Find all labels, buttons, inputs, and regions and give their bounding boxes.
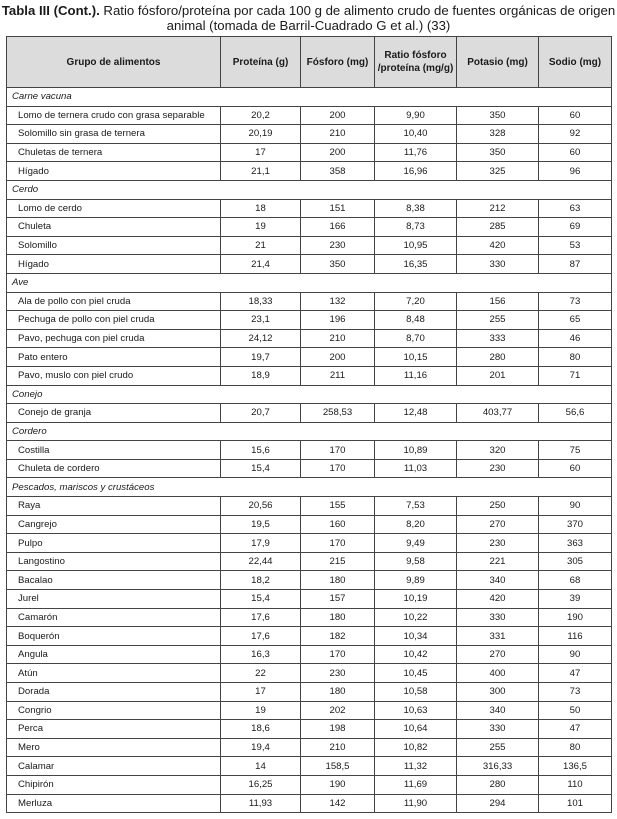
protein-value: 20,2 [221, 106, 301, 125]
table-row [7, 236, 612, 255]
table-row [7, 683, 612, 702]
ratio-value: 11,90 [375, 794, 457, 813]
phosphorus-value: 210 [301, 329, 375, 348]
table-row [7, 292, 612, 311]
sodium-value: 47 [539, 720, 612, 739]
food-name: Calamar [7, 757, 221, 776]
group-row [7, 385, 612, 404]
food-name: Perca [7, 720, 221, 739]
group-label: Carne vacuna [7, 88, 612, 107]
table-row [7, 218, 612, 237]
group-row [7, 88, 612, 107]
table-row [7, 348, 612, 367]
caption-text: Ratio fósforo/proteína por cada 100 g de alimento crudo de fuentes orgánicas de origen animal (tomada de Barril-Cuadrado G et al.) (33) [99, 3, 616, 33]
phosphorus-value: 215 [301, 552, 375, 571]
sodium-value: 87 [539, 255, 612, 274]
ratio-value: 9,58 [375, 552, 457, 571]
ratio-value: 8,20 [375, 515, 457, 534]
phosphorus-value: 180 [301, 608, 375, 627]
sodium-value: 69 [539, 218, 612, 237]
group-label: Conejo [7, 385, 612, 404]
food-name: Mero [7, 738, 221, 757]
ratio-value: 10,45 [375, 664, 457, 683]
phosphorus-value: 190 [301, 775, 375, 794]
phosphorus-value: 170 [301, 441, 375, 460]
group-label: Cerdo [7, 180, 612, 199]
ratio-value: 11,16 [375, 366, 457, 385]
protein-value: 21,1 [221, 162, 301, 181]
protein-value: 15,6 [221, 441, 301, 460]
potassium-value: 331 [457, 627, 539, 646]
table-row [7, 627, 612, 646]
potassium-value: 255 [457, 738, 539, 757]
phosphorus-value: 170 [301, 459, 375, 478]
phosphorus-value: 157 [301, 590, 375, 609]
sodium-value: 363 [539, 534, 612, 553]
protein-value: 19,5 [221, 515, 301, 534]
potassium-value: 420 [457, 590, 539, 609]
table-row [7, 515, 612, 534]
food-name: Merluza [7, 794, 221, 813]
table-row [7, 199, 612, 218]
phosphorus-value: 258,53 [301, 404, 375, 423]
ratio-value: 11,03 [375, 459, 457, 478]
phosphorus-value: 350 [301, 255, 375, 274]
group-row [7, 273, 612, 292]
protein-value: 15,4 [221, 459, 301, 478]
food-name: Bacalao [7, 571, 221, 590]
phosphorus-value: 210 [301, 738, 375, 757]
sodium-value: 63 [539, 199, 612, 218]
protein-value: 21 [221, 236, 301, 255]
sodium-value: 73 [539, 292, 612, 311]
protein-value: 23,1 [221, 311, 301, 330]
ratio-value: 11,69 [375, 775, 457, 794]
phosphorus-value: 180 [301, 683, 375, 702]
ratio-value: 7,20 [375, 292, 457, 311]
protein-value: 16,3 [221, 645, 301, 664]
ratio-value: 10,42 [375, 645, 457, 664]
protein-value: 17,9 [221, 534, 301, 553]
protein-value: 18,2 [221, 571, 301, 590]
protein-value: 19 [221, 701, 301, 720]
sodium-value: 56,6 [539, 404, 612, 423]
sodium-value: 65 [539, 311, 612, 330]
potassium-value: 270 [457, 515, 539, 534]
phosphorus-value: 180 [301, 571, 375, 590]
protein-value: 15,4 [221, 590, 301, 609]
ratio-value: 12,48 [375, 404, 457, 423]
phosphorus-value: 151 [301, 199, 375, 218]
food-name: Solomillo sin grasa de ternera [7, 125, 221, 144]
potassium-value: 316,33 [457, 757, 539, 776]
ratio-value: 10,64 [375, 720, 457, 739]
potassium-value: 230 [457, 534, 539, 553]
food-name: Hígado [7, 255, 221, 274]
potassium-value: 330 [457, 255, 539, 274]
phosphorus-value: 230 [301, 664, 375, 683]
potassium-value: 340 [457, 701, 539, 720]
potassium-value: 300 [457, 683, 539, 702]
potassium-value: 420 [457, 236, 539, 255]
phosphorus-value: 160 [301, 515, 375, 534]
food-name: Boquerón [7, 627, 221, 646]
food-name: Pavo, muslo con piel crudo [7, 366, 221, 385]
ratio-value: 10,58 [375, 683, 457, 702]
food-name: Cangrejo [7, 515, 221, 534]
food-name: Chipirón [7, 775, 221, 794]
protein-value: 14 [221, 757, 301, 776]
food-name: Chuleta [7, 218, 221, 237]
sodium-value: 90 [539, 497, 612, 516]
ratio-value: 9,49 [375, 534, 457, 553]
food-name: Camarón [7, 608, 221, 627]
potassium-value: 280 [457, 348, 539, 367]
ratio-value: 7,53 [375, 497, 457, 516]
table-row [7, 571, 612, 590]
sodium-value: 60 [539, 143, 612, 162]
sodium-value: 39 [539, 590, 612, 609]
table-row [7, 720, 612, 739]
protein-value: 22 [221, 664, 301, 683]
protein-value: 18,33 [221, 292, 301, 311]
sodium-value: 80 [539, 738, 612, 757]
ratio-value: 8,70 [375, 329, 457, 348]
food-name: Pato entero [7, 348, 221, 367]
ratio-value: 10,89 [375, 441, 457, 460]
table-row [7, 311, 612, 330]
phosphorus-value: 358 [301, 162, 375, 181]
potassium-value: 280 [457, 775, 539, 794]
table-row [7, 162, 612, 181]
table-row [7, 497, 612, 516]
group-label: Ave [7, 273, 612, 292]
potassium-value: 294 [457, 794, 539, 813]
phosphorus-value: 170 [301, 645, 375, 664]
ratio-value: 8,48 [375, 311, 457, 330]
phosphorus-value: 200 [301, 143, 375, 162]
potassium-value: 403,77 [457, 404, 539, 423]
ratio-value: 16,35 [375, 255, 457, 274]
potassium-value: 156 [457, 292, 539, 311]
sodium-value: 68 [539, 571, 612, 590]
food-name: Chuleta de cordero [7, 459, 221, 478]
potassium-value: 330 [457, 608, 539, 627]
potassium-value: 221 [457, 552, 539, 571]
food-name: Conejo de granja [7, 404, 221, 423]
food-name: Ala de pollo con piel cruda [7, 292, 221, 311]
protein-value: 21,4 [221, 255, 301, 274]
ratio-value: 10,15 [375, 348, 457, 367]
table-row [7, 757, 612, 776]
potassium-value: 250 [457, 497, 539, 516]
ratio-value: 11,76 [375, 143, 457, 162]
food-name: Lomo de cerdo [7, 199, 221, 218]
sodium-value: 136,5 [539, 757, 612, 776]
header-sodium: Sodio (mg) [539, 37, 612, 88]
protein-value: 18,9 [221, 366, 301, 385]
phosphorus-value: 196 [301, 311, 375, 330]
table-row [7, 552, 612, 571]
table-row [7, 701, 612, 720]
ratio-value: 10,22 [375, 608, 457, 627]
table-row [7, 664, 612, 683]
food-name: Solomillo [7, 236, 221, 255]
ratio-value: 10,40 [375, 125, 457, 144]
group-label: Cordero [7, 422, 612, 441]
header-potassium: Potasio (mg) [457, 37, 539, 88]
table-row [7, 645, 612, 664]
food-name: Jurel [7, 590, 221, 609]
food-name: Congrio [7, 701, 221, 720]
food-name: Hígado [7, 162, 221, 181]
sodium-value: 47 [539, 664, 612, 683]
table-row [7, 404, 612, 423]
header-phosphorus: Fósforo (mg) [301, 37, 375, 88]
sodium-value: 370 [539, 515, 612, 534]
phosphorus-value: 200 [301, 106, 375, 125]
sodium-value: 110 [539, 775, 612, 794]
protein-value: 18 [221, 199, 301, 218]
potassium-value: 285 [457, 218, 539, 237]
food-name: Dorada [7, 683, 221, 702]
table-body [7, 88, 612, 813]
sodium-value: 90 [539, 645, 612, 664]
ratio-value: 9,90 [375, 106, 457, 125]
potassium-value: 328 [457, 125, 539, 144]
table-row [7, 329, 612, 348]
ratio-value: 11,32 [375, 757, 457, 776]
food-name: Pavo, pechuga con piel cruda [7, 329, 221, 348]
phosphorus-value: 155 [301, 497, 375, 516]
sodium-value: 75 [539, 441, 612, 460]
protein-value: 16,25 [221, 775, 301, 794]
protein-value: 17,6 [221, 627, 301, 646]
phosphorus-value: 142 [301, 794, 375, 813]
caption-label: Tabla III (Cont.). [1, 3, 100, 18]
food-name: Pechuga de pollo con piel cruda [7, 311, 221, 330]
phosphorus-value: 182 [301, 627, 375, 646]
sodium-value: 80 [539, 348, 612, 367]
potassium-value: 325 [457, 162, 539, 181]
header-row [7, 37, 612, 88]
protein-value: 19 [221, 218, 301, 237]
potassium-value: 212 [457, 199, 539, 218]
potassium-value: 350 [457, 106, 539, 125]
sodium-value: 116 [539, 627, 612, 646]
protein-value: 17,6 [221, 608, 301, 627]
protein-value: 17 [221, 143, 301, 162]
table-row [7, 441, 612, 460]
food-name: Langostino [7, 552, 221, 571]
phosphorus-value: 200 [301, 348, 375, 367]
protein-value: 11,93 [221, 794, 301, 813]
table-row [7, 366, 612, 385]
protein-value: 19,4 [221, 738, 301, 757]
header-protein: Proteína (g) [221, 37, 301, 88]
potassium-value: 201 [457, 366, 539, 385]
sodium-value: 92 [539, 125, 612, 144]
sodium-value: 46 [539, 329, 612, 348]
sodium-value: 101 [539, 794, 612, 813]
table-row [7, 534, 612, 553]
phosphorus-value: 202 [301, 701, 375, 720]
ratio-value: 10,19 [375, 590, 457, 609]
potassium-value: 255 [457, 311, 539, 330]
phosphorus-value: 230 [301, 236, 375, 255]
table-row [7, 143, 612, 162]
table-row [7, 794, 612, 813]
protein-value: 19,7 [221, 348, 301, 367]
phosphorus-value: 170 [301, 534, 375, 553]
potassium-value: 230 [457, 459, 539, 478]
group-row [7, 422, 612, 441]
sodium-value: 73 [539, 683, 612, 702]
food-name: Angula [7, 645, 221, 664]
group-row [7, 478, 612, 497]
table-row [7, 590, 612, 609]
ratio-value: 9,89 [375, 571, 457, 590]
table-row [7, 255, 612, 274]
phosphorus-value: 198 [301, 720, 375, 739]
protein-value: 17 [221, 683, 301, 702]
potassium-value: 333 [457, 329, 539, 348]
table-row [7, 608, 612, 627]
nutrition-table [6, 36, 612, 813]
ratio-value: 16,96 [375, 162, 457, 181]
food-name: Atún [7, 664, 221, 683]
potassium-value: 340 [457, 571, 539, 590]
food-name: Lomo de ternera crudo con grasa separable [7, 106, 221, 125]
ratio-value: 8,38 [375, 199, 457, 218]
table-caption [0, 3, 617, 33]
group-label: Pescados, mariscos y crustáceos [7, 478, 612, 497]
table-row [7, 106, 612, 125]
ratio-value: 10,82 [375, 738, 457, 757]
potassium-value: 400 [457, 664, 539, 683]
potassium-value: 320 [457, 441, 539, 460]
phosphorus-value: 158,5 [301, 757, 375, 776]
food-name: Raya [7, 497, 221, 516]
food-name: Chuletas de ternera [7, 143, 221, 162]
header-ratio: Ratio fósforo /proteína (mg/g) [375, 37, 457, 88]
table-row [7, 125, 612, 144]
sodium-value: 53 [539, 236, 612, 255]
phosphorus-value: 211 [301, 366, 375, 385]
header-group: Grupo de alimentos [7, 37, 221, 88]
sodium-value: 190 [539, 608, 612, 627]
sodium-value: 50 [539, 701, 612, 720]
ratio-value: 10,34 [375, 627, 457, 646]
potassium-value: 270 [457, 645, 539, 664]
table-row [7, 775, 612, 794]
potassium-value: 330 [457, 720, 539, 739]
group-row [7, 180, 612, 199]
sodium-value: 60 [539, 459, 612, 478]
potassium-value: 350 [457, 143, 539, 162]
sodium-value: 305 [539, 552, 612, 571]
food-name: Pulpo [7, 534, 221, 553]
protein-value: 20,56 [221, 497, 301, 516]
table-row [7, 459, 612, 478]
protein-value: 18,6 [221, 720, 301, 739]
phosphorus-value: 210 [301, 125, 375, 144]
protein-value: 20,7 [221, 404, 301, 423]
food-name: Costilla [7, 441, 221, 460]
phosphorus-value: 132 [301, 292, 375, 311]
sodium-value: 60 [539, 106, 612, 125]
phosphorus-value: 166 [301, 218, 375, 237]
ratio-value: 10,63 [375, 701, 457, 720]
sodium-value: 96 [539, 162, 612, 181]
table-row [7, 738, 612, 757]
protein-value: 24,12 [221, 329, 301, 348]
sodium-value: 71 [539, 366, 612, 385]
ratio-value: 8,73 [375, 218, 457, 237]
ratio-value: 10,95 [375, 236, 457, 255]
protein-value: 20,19 [221, 125, 301, 144]
protein-value: 22,44 [221, 552, 301, 571]
